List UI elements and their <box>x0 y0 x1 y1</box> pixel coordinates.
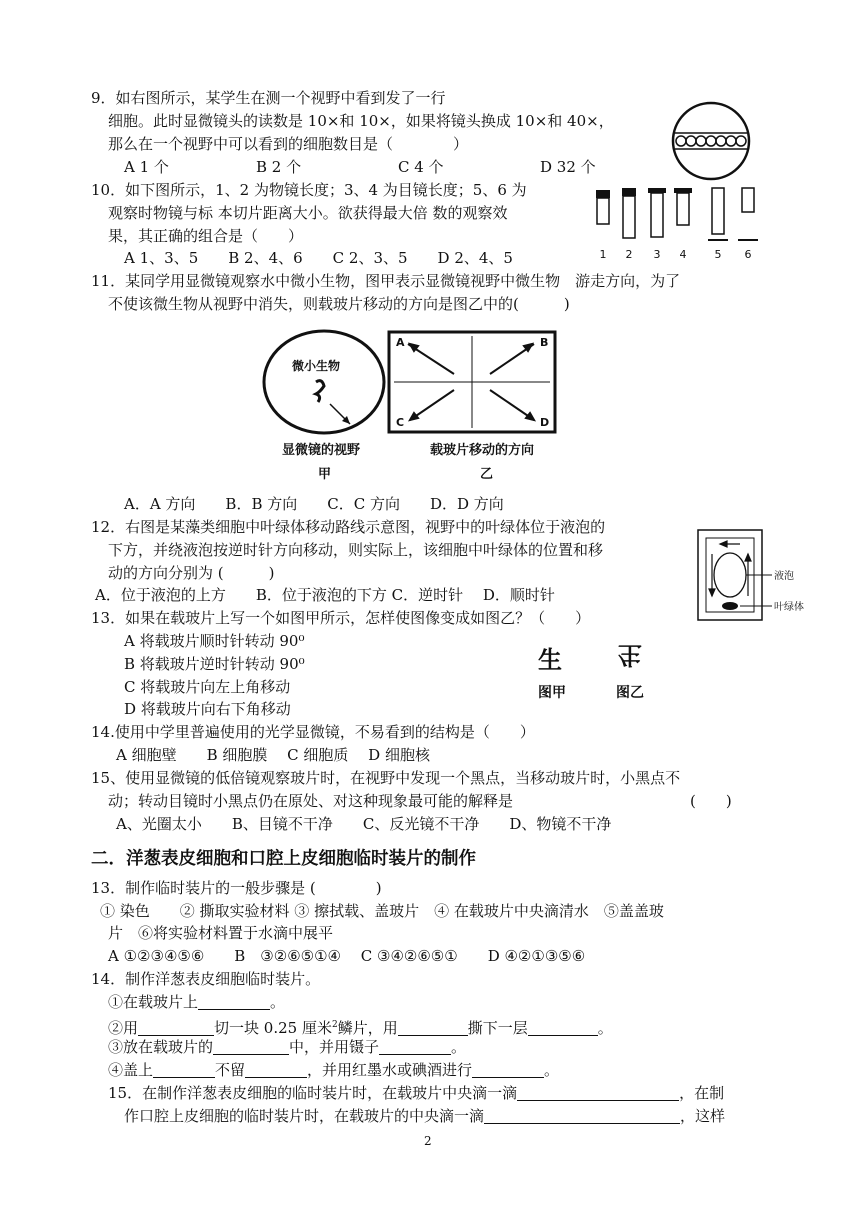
q13a-option-b: B 将载玻片逆时针转动 90⁰ <box>124 655 305 673</box>
q12-line-3: 动的方向分别为 ( ) <box>108 564 275 582</box>
blank-field[interactable] <box>153 1062 215 1078</box>
q9-line-1: 9．如右图所示，某学生在测一个视野中看到发了一行 <box>91 89 446 107</box>
q14b-line-1: 14．制作洋葱表皮细胞临时装片。 <box>91 970 321 988</box>
chloroplast-movement-figure <box>694 526 834 626</box>
figure-jia-caption: 显微镜的视野 <box>282 443 361 458</box>
q11-line-2: 不使该微生物从视野中消失，则载玻片移动的方向是图乙中的( ) <box>108 295 570 313</box>
q15b-line-2: 作口腔上皮细胞的临时装片时，在载玻片的中央滴一滴 ，这样 <box>124 1107 726 1125</box>
lens-number-1: 1 <box>599 248 607 261</box>
direction-b-label: B <box>540 336 549 349</box>
organism-label: 微小生物 <box>292 359 341 373</box>
direction-d-label: D <box>540 416 550 429</box>
q13b-line-3: 片 ⑥将实验材料置于水滴中展平 <box>108 924 334 942</box>
q10-line-1: 10．如下图所示，1、2 为物镜长度；3、4 为目镜长度；5、6 为 <box>91 181 527 199</box>
lens-number-4: 4 <box>679 248 687 261</box>
lens-number-6: 6 <box>744 248 752 261</box>
direction-a-label: A <box>396 336 405 349</box>
figure-jia-label-13: 图甲 <box>538 685 566 701</box>
blank-field[interactable] <box>198 994 270 1010</box>
q11-line-1: 11．某同学用显微镜观察水中微小生物，图甲表示显微镜视野中微生物 游走方向，为了 <box>91 272 681 290</box>
lens-number-2: 2 <box>625 248 633 261</box>
blank-field[interactable] <box>213 1039 289 1055</box>
q15a-line-1: 15、使用显微镜的低倍镜观察玻片时，在视野中发现一个黑点，当移动玻片时，小黑点不 <box>91 769 681 787</box>
q11-options: A．A 方向 B．B 方向 C．C 方向 D．D 方向 <box>124 495 504 513</box>
q9-line-2: 细胞。此时显微镜头的读数是 10×和 10×，如果将镜头换成 10×和 40×， <box>108 112 614 130</box>
figure-yi-label-13: 图乙 <box>616 685 644 701</box>
q12-line-1: 12．右图是某藻类细胞中叶绿体移动路线示意图，视野中的叶绿体位于液泡的 <box>91 518 606 536</box>
blank-field[interactable] <box>472 1062 544 1078</box>
lens-length-figure <box>588 180 768 264</box>
chloroplast-label: 叶绿体 <box>774 602 804 613</box>
cell-row-field-figure <box>670 100 752 182</box>
vacuole-label: 液泡 <box>774 571 794 582</box>
q12-line-2: 下方，并绕液泡按逆时针方向移动，则实际上，该细胞中叶绿体的位置和移 <box>108 541 604 559</box>
q10-options: A 1、3、5 B 2、4、6 C 2、3、5 D 2、4、5 <box>124 249 513 267</box>
q9-line-3: 那么在一个视野中可以看到的细胞数目是（ ） <box>108 135 469 153</box>
page-number: 2 <box>424 1134 432 1148</box>
q14b-step-2: ②用 切一块 0.25 厘米$^2$鳞片，用 撕下一层 。 <box>108 1019 613 1037</box>
chloroplast-icon <box>722 602 738 610</box>
blank-field[interactable] <box>484 1108 680 1124</box>
blank-field[interactable] <box>245 1062 307 1078</box>
blank-field[interactable] <box>528 1020 598 1036</box>
q9-option-d: D 32 个 <box>540 158 596 176</box>
blank-field[interactable] <box>398 1020 468 1036</box>
q14b-step-3: ③放在载玻片的 中，并用镊子 。 <box>108 1038 467 1056</box>
q13b-options: A ①②③④⑤⑥ B ③②⑥⑤①④ C ③④②⑥⑤① D ④②①③⑤⑥ <box>108 947 586 965</box>
q15a-options: A、光圈太小 B、目镜不干净 C、反光镜不干净 D、物镜不干净 <box>116 815 612 833</box>
q9-option-c: C 4 个 <box>398 158 444 176</box>
q15b-line-1: 15．在制作洋葱表皮细胞的临时装片时，在载玻片中央滴一滴 ，在制 <box>108 1084 725 1102</box>
q15a-answer-bracket: ( ) <box>690 792 732 810</box>
q14a-options: A 细胞壁 B 细胞膜 C 细胞质 D 细胞核 <box>116 746 430 764</box>
figure-jia-label: 甲 <box>318 467 332 482</box>
q13b-line-1: 13．制作临时装片的一般步骤是 ( ) <box>91 879 382 897</box>
figure-yi-caption: 载玻片移动的方向 <box>430 443 535 458</box>
direction-c-label: C <box>396 416 405 429</box>
lens-number-3: 3 <box>653 248 661 261</box>
q13a-option-d: D 将载玻片向右下角移动 <box>124 700 291 718</box>
q13b-line-2: ① 染色 ② 撕取实验材料 ③ 擦拭载、盖玻片 ④ 在载玻片中央滴清水 ⑤盖盖玻 <box>100 902 664 920</box>
section-2-title: 二．洋葱表皮细胞和口腔上皮细胞临时装片的制作 <box>91 849 476 869</box>
q9-option-b: B 2 个 <box>256 158 302 176</box>
microorganism-direction-figure <box>258 322 558 482</box>
q15a-line-2: 动；转动目镜时小黑点仍在原处、对这种现象最可能的解释是 <box>108 792 514 810</box>
q14a-line-1: 14.使用中学里普遍使用的光学显微镜，不易看到的结构是（ ） <box>91 723 535 741</box>
q14b-step-4: ④盖上 不留 ，并用红墨水或碘酒进行 。 <box>108 1061 560 1079</box>
blank-field[interactable] <box>138 1020 214 1036</box>
q13a-option-a: A 将载玻片顺时针转动 90⁰ <box>124 632 305 650</box>
q10-line-3: 果，其正确的组合是（ ） <box>108 227 304 245</box>
microorganism-icon <box>316 381 324 402</box>
q13a-option-c: C 将载玻片向左上角移动 <box>124 678 291 696</box>
q12-options: A．位于液泡的上方 B．位于液泡的下方 C．逆时针 D．顺时针 <box>95 586 555 604</box>
figure-yi-label: 乙 <box>480 467 494 482</box>
q13a-line-1: 13．如果在载玻片上写一个如图甲所示，怎样使图像变成如图乙？（ ） <box>91 609 591 627</box>
q14b-step-1: ①在载玻片上 。 <box>108 993 286 1011</box>
q9-option-a: A 1 个 <box>124 158 169 176</box>
character-figure-yi: 生 <box>618 641 642 669</box>
blank-field[interactable] <box>379 1039 451 1055</box>
blank-field[interactable] <box>517 1085 679 1101</box>
lens-number-5: 5 <box>714 248 722 261</box>
q10-line-2: 观察时物镜与标 本切片距离大小。欲获得最大倍 数的观察效 <box>108 204 508 222</box>
character-figure-jia: 生 <box>538 646 562 674</box>
